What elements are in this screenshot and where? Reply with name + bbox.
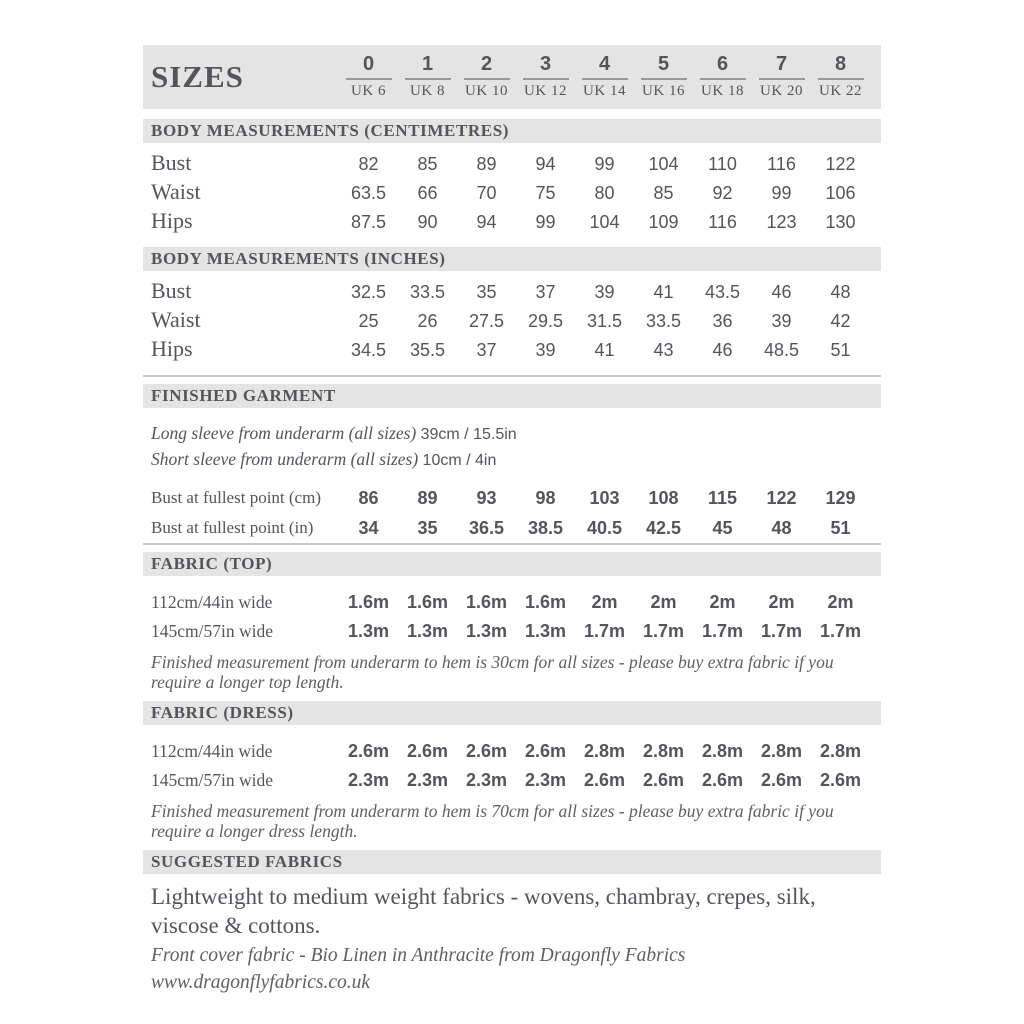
table-fabric-top bbox=[143, 576, 881, 648]
table-row bbox=[143, 278, 881, 307]
size-number: 3 bbox=[539, 53, 552, 75]
row-label: 145cm/57in wide bbox=[151, 621, 273, 641]
table-row bbox=[143, 588, 881, 617]
sleeve-note-long bbox=[151, 421, 881, 447]
cell-value: 122 bbox=[766, 487, 797, 508]
cell-value: 33.5 bbox=[409, 282, 446, 302]
size-divider-line bbox=[346, 78, 392, 80]
cell-value: 94 bbox=[535, 154, 556, 174]
cell-value: 2.3m bbox=[347, 770, 390, 790]
size-divider-line bbox=[523, 78, 569, 80]
sleeve-note-short bbox=[151, 447, 881, 473]
cell-value: 1.3m bbox=[406, 621, 449, 641]
cell-value: 1.6m bbox=[406, 592, 449, 612]
cell-value: 2.6m bbox=[701, 770, 744, 790]
cell-value: 41 bbox=[653, 282, 674, 302]
cell-value: 1.3m bbox=[347, 621, 390, 641]
table-finished-garment bbox=[143, 483, 881, 543]
cell-value: 66 bbox=[417, 183, 438, 203]
uk-size-label: UK 8 bbox=[410, 83, 445, 99]
cell-value: 104 bbox=[589, 212, 620, 232]
cell-value: 89 bbox=[476, 154, 497, 174]
cell-value: 2.8m bbox=[701, 741, 744, 761]
table-body-in bbox=[143, 271, 881, 375]
cell-value: 110 bbox=[708, 154, 737, 174]
cell-value: 122 bbox=[825, 154, 856, 174]
cell-value: 35 bbox=[476, 282, 497, 302]
table-row bbox=[143, 483, 881, 513]
cell-value: 2.6m bbox=[760, 770, 803, 790]
cell-value: 2.6m bbox=[524, 741, 567, 761]
cell-value: 106 bbox=[825, 183, 856, 203]
cell-value: 2.6m bbox=[465, 741, 508, 761]
cell-value: 27.5 bbox=[468, 311, 505, 331]
row-label: Hips bbox=[151, 336, 193, 361]
size-column bbox=[339, 53, 398, 100]
cell-value: 37 bbox=[476, 340, 497, 360]
cell-value: 46 bbox=[771, 282, 792, 302]
cell-value: 90 bbox=[417, 212, 438, 232]
cell-value: 80 bbox=[594, 183, 615, 203]
cell-value: 85 bbox=[417, 154, 438, 174]
cell-value: 48 bbox=[830, 282, 851, 302]
cell-value: 93 bbox=[476, 487, 497, 508]
size-divider-line bbox=[582, 78, 628, 80]
row-label: 145cm/57in wide bbox=[151, 770, 273, 790]
cell-value: 37 bbox=[535, 282, 556, 302]
cell-value: 85 bbox=[653, 183, 674, 203]
sleeve-note-long-label: Long sleeve from underarm (all sizes) bbox=[151, 423, 417, 443]
fabric-top-note: Finished measurement from underarm to hem is 30cm for all sizes - please buy extra fabric if you require a longer top length. bbox=[151, 652, 834, 692]
sleeve-note-short-value: 10cm / 4in bbox=[422, 452, 497, 469]
finished-garment-notes bbox=[143, 408, 881, 475]
cell-value: 123 bbox=[766, 212, 797, 232]
cell-value: 2m bbox=[827, 592, 854, 612]
cell-value: 43 bbox=[653, 340, 674, 360]
cell-value: 36 bbox=[712, 311, 733, 331]
cell-value: 29.5 bbox=[527, 311, 564, 331]
cell-value: 25 bbox=[358, 311, 379, 331]
uk-size-label: UK 14 bbox=[583, 83, 626, 99]
size-number: 0 bbox=[362, 53, 375, 75]
cell-value: 35 bbox=[417, 517, 438, 538]
cell-value: 70 bbox=[476, 183, 497, 203]
row-label: Waist bbox=[151, 307, 201, 332]
size-column bbox=[516, 53, 575, 100]
size-column bbox=[398, 53, 457, 100]
cell-value: 104 bbox=[648, 154, 679, 174]
cell-value: 39 bbox=[535, 340, 556, 360]
row-label: Hips bbox=[151, 208, 193, 233]
cell-value: 41 bbox=[594, 340, 615, 360]
cell-value: 98 bbox=[535, 487, 556, 508]
size-column bbox=[752, 53, 811, 100]
cell-value: 2m bbox=[591, 592, 618, 612]
size-column bbox=[693, 53, 752, 100]
size-divider-line bbox=[405, 78, 451, 80]
size-divider-line bbox=[818, 78, 864, 80]
cell-value: 2.6m bbox=[347, 741, 390, 761]
cell-value: 1.7m bbox=[701, 621, 744, 641]
table-row bbox=[143, 737, 881, 766]
cell-value: 1.6m bbox=[347, 592, 390, 612]
cell-value: 51 bbox=[830, 340, 851, 360]
row-label: 112cm/44in wide bbox=[151, 592, 273, 612]
table-fabric-dress bbox=[143, 725, 881, 797]
table-row bbox=[143, 150, 881, 179]
uk-size-label: UK 18 bbox=[701, 83, 744, 99]
cell-value: 92 bbox=[712, 183, 733, 203]
size-number: 5 bbox=[657, 53, 670, 75]
cell-value: 116 bbox=[708, 212, 737, 232]
cell-value: 86 bbox=[358, 487, 379, 508]
section-title-finished-garment: FINISHED GARMENT bbox=[143, 384, 881, 408]
cell-value: 2.3m bbox=[465, 770, 508, 790]
table-row bbox=[143, 307, 881, 336]
row-label: 112cm/44in wide bbox=[151, 741, 273, 761]
size-column bbox=[457, 53, 516, 100]
cell-value: 75 bbox=[535, 183, 556, 203]
page-title: SIZES bbox=[151, 58, 244, 94]
row-label: Bust at fullest point (in) bbox=[151, 518, 314, 537]
cell-value: 48 bbox=[771, 517, 792, 538]
cell-value: 2.6m bbox=[642, 770, 685, 790]
row-label: Waist bbox=[151, 179, 201, 204]
separator-line bbox=[143, 375, 881, 377]
cell-value: 26 bbox=[417, 311, 438, 331]
cell-value: 108 bbox=[648, 487, 679, 508]
cell-value: 32.5 bbox=[350, 282, 387, 302]
separator-line bbox=[143, 543, 881, 545]
cell-value: 63.5 bbox=[350, 183, 387, 203]
cell-value: 87.5 bbox=[350, 212, 387, 232]
cell-value: 103 bbox=[589, 487, 620, 508]
cell-value: 42.5 bbox=[645, 517, 682, 538]
table-row bbox=[143, 208, 881, 237]
cell-value: 89 bbox=[417, 487, 438, 508]
uk-size-label: UK 20 bbox=[760, 83, 803, 99]
cell-value: 36.5 bbox=[468, 517, 505, 538]
cell-value: 116 bbox=[767, 154, 796, 174]
row-label: Bust at fullest point (cm) bbox=[151, 488, 321, 507]
cell-value: 2m bbox=[650, 592, 677, 612]
cell-value: 45 bbox=[712, 517, 733, 538]
cell-value: 94 bbox=[476, 212, 497, 232]
uk-size-label: UK 6 bbox=[351, 83, 386, 99]
cell-value: 38.5 bbox=[527, 517, 564, 538]
cell-value: 2.3m bbox=[524, 770, 567, 790]
cell-value: 2.8m bbox=[642, 741, 685, 761]
cell-value: 1.6m bbox=[465, 592, 508, 612]
cell-value: 2.8m bbox=[819, 741, 862, 761]
cell-value: 1.3m bbox=[465, 621, 508, 641]
table-row bbox=[143, 179, 881, 208]
section-title-suggested-fabrics: SUGGESTED FABRICS bbox=[143, 850, 881, 874]
cell-value: 35.5 bbox=[409, 340, 446, 360]
cell-value: 39 bbox=[771, 311, 792, 331]
suggested-fabrics-description: Lightweight to medium weight fabrics - wovens, chambray, crepes, silk, viscose & cottons. bbox=[151, 884, 816, 938]
cell-value: 2.6m bbox=[406, 741, 449, 761]
size-number: 7 bbox=[775, 53, 788, 75]
front-cover-fabric-note: Front cover fabric - Bio Linen in Anthracite from Dragonfly Fabrics bbox=[151, 945, 686, 966]
cell-value: 2m bbox=[709, 592, 736, 612]
cell-value: 99 bbox=[535, 212, 556, 232]
cell-value: 1.7m bbox=[642, 621, 685, 641]
cell-value: 34 bbox=[358, 517, 379, 538]
size-divider-line bbox=[464, 78, 510, 80]
cell-value: 2.8m bbox=[583, 741, 626, 761]
cell-value: 1.7m bbox=[819, 621, 862, 641]
row-label: Bust bbox=[151, 278, 192, 303]
cell-value: 1.7m bbox=[583, 621, 626, 641]
cell-value: 2.3m bbox=[406, 770, 449, 790]
cell-value: 109 bbox=[648, 212, 679, 232]
cell-value: 1.7m bbox=[760, 621, 803, 641]
cell-value: 48.5 bbox=[763, 340, 800, 360]
size-number: 1 bbox=[421, 53, 434, 75]
cell-value: 34.5 bbox=[350, 340, 387, 360]
table-body-cm bbox=[143, 143, 881, 247]
table-row bbox=[143, 513, 881, 543]
row-label: Bust bbox=[151, 150, 192, 175]
uk-size-label: UK 22 bbox=[819, 83, 862, 99]
cell-value: 31.5 bbox=[586, 311, 623, 331]
size-divider-line bbox=[641, 78, 687, 80]
size-column bbox=[811, 53, 870, 100]
size-number: 2 bbox=[480, 53, 493, 75]
section-title-body-cm: BODY MEASUREMENTS (CENTIMETRES) bbox=[143, 119, 881, 143]
section-title-body-in: BODY MEASUREMENTS (INCHES) bbox=[143, 247, 881, 271]
uk-size-label: UK 16 bbox=[642, 83, 685, 99]
sleeve-note-long-value: 39cm / 15.5in bbox=[420, 426, 517, 443]
cell-value: 42 bbox=[830, 311, 851, 331]
cell-value: 99 bbox=[594, 154, 615, 174]
size-column bbox=[575, 53, 634, 100]
website-url: www.dragonflyfabrics.co.uk bbox=[151, 972, 371, 993]
cell-value: 1.3m bbox=[524, 621, 567, 641]
size-chart-sheet bbox=[143, 45, 881, 996]
cell-value: 39 bbox=[594, 282, 615, 302]
size-divider-line bbox=[759, 78, 805, 80]
sleeve-note-short-label: Short sleeve from underarm (all sizes) bbox=[151, 449, 419, 469]
cell-value: 51 bbox=[830, 517, 851, 538]
uk-size-label: UK 12 bbox=[524, 83, 567, 99]
table-row bbox=[143, 336, 881, 365]
size-number: 6 bbox=[716, 53, 729, 75]
size-number: 8 bbox=[834, 53, 847, 75]
cell-value: 1.6m bbox=[524, 592, 567, 612]
cell-value: 99 bbox=[771, 183, 792, 203]
section-title-fabric-top: FABRIC (TOP) bbox=[143, 552, 881, 576]
table-row bbox=[143, 617, 881, 646]
cell-value: 130 bbox=[825, 212, 856, 232]
cell-value: 2m bbox=[768, 592, 795, 612]
cell-value: 2.6m bbox=[583, 770, 626, 790]
size-divider-line bbox=[700, 78, 746, 80]
cell-value: 2.6m bbox=[819, 770, 862, 790]
fabric-dress-note: Finished measurement from underarm to hem is 70cm for all sizes - please buy extra fabric if you require a longer dress length. bbox=[151, 801, 834, 841]
cell-value: 43.5 bbox=[704, 282, 741, 302]
cell-value: 46 bbox=[712, 340, 733, 360]
size-number: 4 bbox=[598, 53, 611, 75]
cell-value: 2.8m bbox=[760, 741, 803, 761]
cell-value: 129 bbox=[825, 487, 856, 508]
cell-value: 40.5 bbox=[586, 517, 623, 538]
cell-value: 115 bbox=[707, 487, 738, 508]
sizes-header-bar bbox=[143, 45, 881, 109]
uk-size-label: UK 10 bbox=[465, 83, 508, 99]
section-title-fabric-dress: FABRIC (DRESS) bbox=[143, 701, 881, 725]
size-column bbox=[634, 53, 693, 100]
cell-value: 33.5 bbox=[645, 311, 682, 331]
cell-value: 82 bbox=[358, 154, 379, 174]
table-row bbox=[143, 766, 881, 795]
